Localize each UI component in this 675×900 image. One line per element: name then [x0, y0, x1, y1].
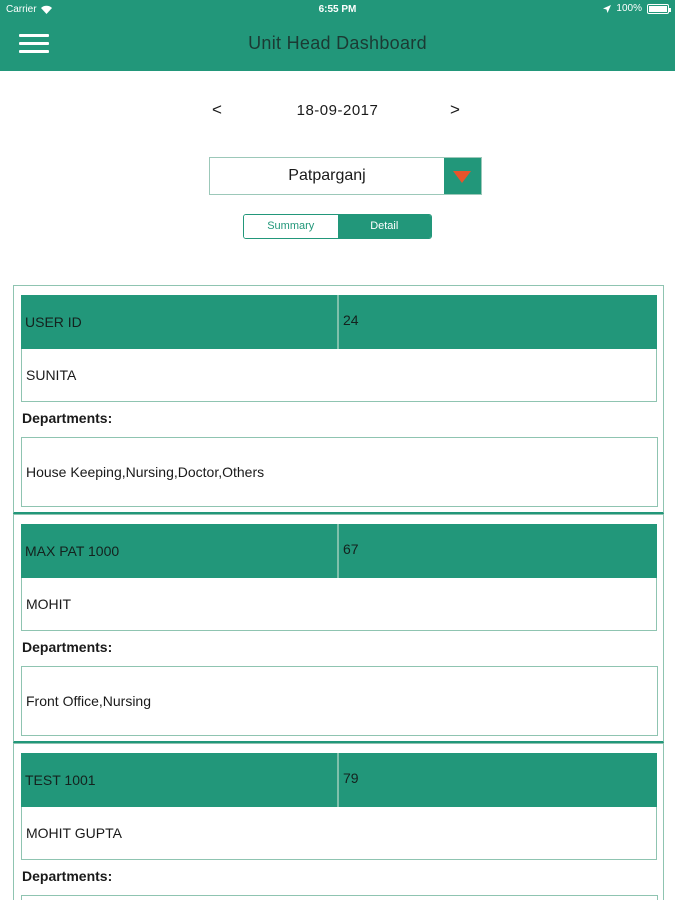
- user-card: [13, 514, 664, 743]
- page-title: Unit Head Dashboard: [248, 33, 427, 53]
- user-count: 79: [339, 753, 657, 807]
- current-date: 18-09-2017: [296, 102, 379, 119]
- user-card: [13, 285, 664, 514]
- status-right: [603, 3, 669, 14]
- previous-date-button[interactable]: <: [212, 100, 222, 119]
- user-card-header: [21, 753, 657, 807]
- user-id-label: MAX PAT 1000: [21, 524, 337, 578]
- battery-icon: [647, 4, 669, 14]
- top-bar: [0, 0, 675, 71]
- departments-label: Departments:: [22, 868, 113, 884]
- user-id-label: USER ID: [21, 295, 337, 349]
- departments-value: House Keeping,Nursing,Doctor,Others: [21, 437, 658, 507]
- user-card-header: [21, 295, 657, 349]
- carrier-label: Carrier: [6, 4, 37, 15]
- user-count: 67: [339, 524, 657, 578]
- tab-summary[interactable]: Summary: [244, 215, 338, 238]
- departments-label: Departments:: [22, 639, 113, 655]
- status-time: 6:55 PM: [318, 4, 357, 15]
- user-name: MOHIT GUPTA: [21, 807, 657, 860]
- unit-dropdown[interactable]: [209, 157, 482, 195]
- user-count: 24: [339, 295, 657, 349]
- user-card: [13, 743, 664, 900]
- user-card-header: [21, 524, 657, 578]
- dropdown-arrow-icon[interactable]: [444, 158, 481, 194]
- status-bar: [0, 0, 675, 20]
- unit-dropdown-value: Patparganj: [288, 167, 366, 184]
- departments-value: Front Office,Nursing: [21, 666, 658, 736]
- departments-value: [21, 895, 658, 900]
- user-list: [13, 285, 664, 900]
- user-name: SUNITA: [21, 349, 657, 402]
- view-toggle: [243, 214, 432, 239]
- user-id-label: TEST 1001: [21, 753, 337, 807]
- departments-label: Departments:: [22, 410, 113, 426]
- user-name: MOHIT: [21, 578, 657, 631]
- next-date-button[interactable]: >: [450, 100, 460, 119]
- location-arrow-icon: [603, 5, 611, 13]
- tab-detail[interactable]: Detail: [338, 215, 432, 238]
- battery-percent: 100%: [616, 3, 642, 14]
- date-navigator: [0, 100, 675, 124]
